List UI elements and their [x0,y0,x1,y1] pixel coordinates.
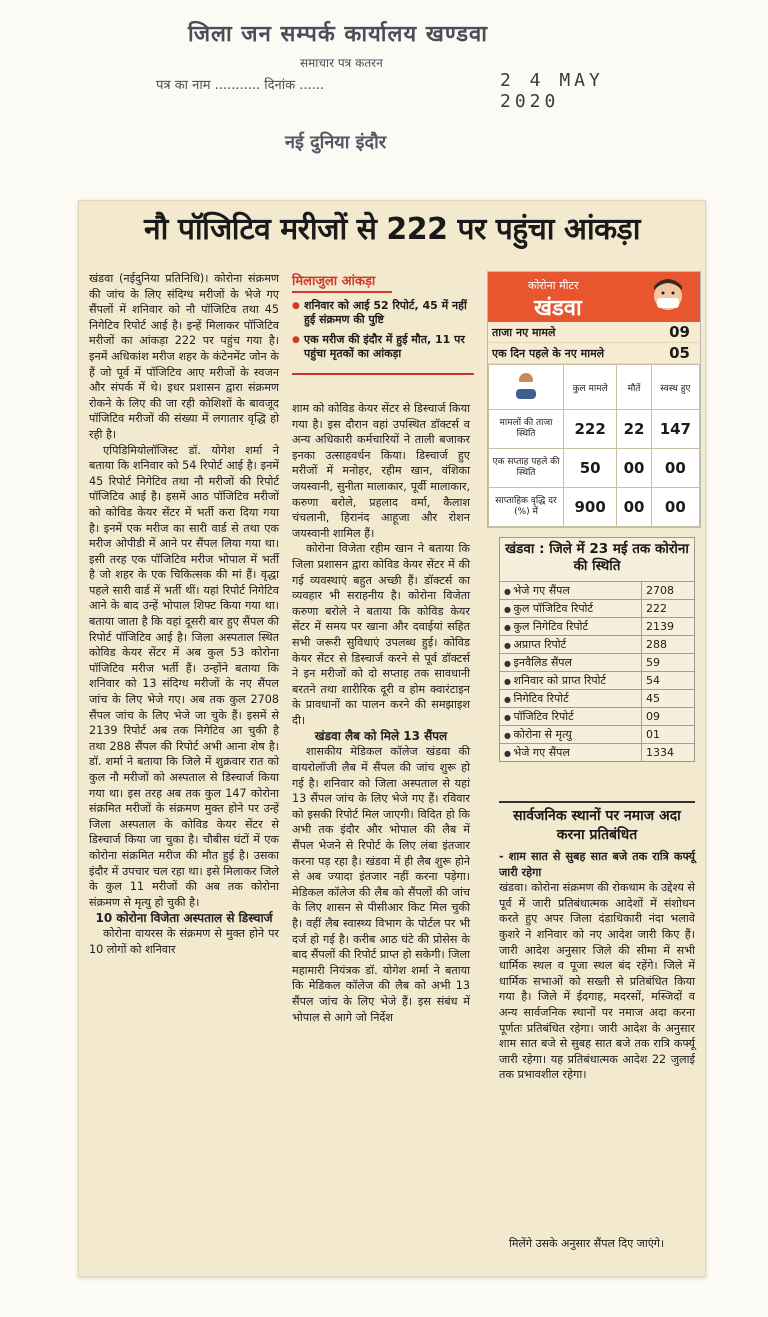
person-icon [512,370,540,400]
meter-today-label: ताजा नए मामले [492,326,556,339]
status-row [500,618,694,636]
meter-cell: 00 [651,449,699,488]
status-value: 01 [642,726,695,744]
mask-face-icon [648,276,688,320]
col3-kicker: - शाम सात से सुबह सात बजे तक रात्रि कर्फ्यू जारी रहेगा [499,850,695,879]
status-key: ● भेजे गए सैंपल [500,744,642,762]
status-value: 222 [642,600,695,618]
status-value: 2139 [642,618,695,636]
column-2 [292,401,470,1025]
meter-row-label: साप्ताहिक वृद्धि दर (%) में [489,488,564,527]
highlight-item: ● शनिवार को आई 52 रिपोर्ट, 45 में नहीं हुई संक्रमण की पुष्टि [292,299,474,327]
col3-para-1: खंडवा। कोरोना संक्रमण की रोकथाम के उद्देश्य से पूर्व में जारी प्रतिबंधात्मक आदेशों में संशोधन करते हुए अपर जिला दंडाधिकारी नंदा भलावे कुशरे ने शनिवार को नए आदेश जारी किए हैं। जारी आदेश अनुसार जिले की सीमा में सभी धार्मिक स्थल व पूजा स्थल बंद रहेंगे। जिले में धार्मिक सभाओं को सख्ती से प्रतिबंधित किया गया है। जिले में ईदगाह, मदरसों, मस्जिदों व अन्य सार्वजनिक स्थानों पर नमाज अदा करना पूर्णतः प्रतिबंधित रहेगा। जारी आदेश के अनुसार शाम सात बजे से सुबह सात बजे तक रात्रि कर्फ्यू जारी रहेगा। यह प्रतिबंधात्मक आदेश 22 जुलाई तक प्रभावशील रहेगा। [499,881,695,1082]
status-title: खंडवा : जिले में 23 मई तक कोरोना की स्थिति [505,541,689,574]
highlights-title: मिलाजुला आंकड़ा [292,271,392,293]
col1-para-3: कोरोना वायरस के संक्रमण से मुक्त होने पर 10 लोगों को शनिवार [89,927,279,956]
status-value: 54 [642,672,695,690]
meter-today-value: 09 [669,323,690,341]
meter-prev [488,343,700,364]
status-key: ● इनवैलिड सैंपल [500,654,642,672]
col2-para-1: शाम को कोविड केयर सेंटर से डिस्चार्ज किया गया है। इस दौरान वहां उपस्थित डॉक्टर्स व अन्य अधिकारी कर्मचारियों ने ताली बजाकर इनका उत्साहवर्धन किया। डिस्चार्ज हुए मरीजों में मनोहर, रहीम खान, वंशिका जयस्वानी, सुनीता मालाकार, पूर्वी मालाकार, करुणा बरोले, प्रहलाद वर्मा, कैलाश चंचलानी, हिरानंद आहूजा और रोशन जयस्वानी शामिल हैं। [292,402,470,540]
column-3 [499,849,695,1083]
meter-cell: 00 [617,449,651,488]
status-key: ● कोरोना से मृत्यु [500,726,642,744]
status-key: ● कुल निगेटिव रिपोर्ट [500,618,642,636]
office-stamp [140,18,660,112]
column-1 [89,271,279,958]
status-row [500,600,694,618]
col2-subhead: खंडवा लैब को मिले 13 सैंपल [314,729,448,744]
status-key: ● निगेटिव रिपोर्ट [500,690,642,708]
col1-para-1: खंडवा (नईदुनिया प्रतिनिधि)। कोरोना संक्रमण की जांच के लिए संदिग्ध मरीजों के भेजे गए सैंपलों में शनिवार को नौ पॉजिटिव तथा 45 निगेटिव रिपोर्ट आई है। इन्हें मिलाकर पॉजिटिव मरीजों का आंकड़ा 222 पर पहुंच गया है। इनमें अधिकांश मरीज शहर के कंटेनमेंट जोन के हैं जो पूर्व में पॉजिटिव आए मरीजों के स्वजन और संपर्क में थे। इधर प्रशासन द्वारा संक्रमण रोकने के लिए की जा रही कोशिशों के बावजूद पॉजिटिव मरीजों की संख्या में लगातार वृद्धि हो रही है। [89,272,279,441]
status-value: 2708 [642,582,695,600]
meter-col-header: कुल मामले [564,365,617,410]
district-status-box [499,537,695,762]
status-value: 1334 [642,744,695,762]
meter-row [489,488,700,527]
highlights-box [292,271,474,375]
paper-name: नई दुनिया इंदौर [285,132,387,153]
status-value: 09 [642,708,695,726]
meter-person-cell [489,365,564,410]
status-row [500,636,694,654]
stamp-date: 2 4 MAY 2020 [500,70,604,112]
bottom-note: मिलेंगे उसके अनुसार सैंपल दिए जाएंगे। [509,1237,665,1250]
meter-cell: 50 [564,449,617,488]
status-key: ● अप्राप्त रिपोर्ट [500,636,642,654]
corona-meter [487,271,701,528]
meter-cell: 00 [651,488,699,527]
status-value: 45 [642,690,695,708]
status-row [500,726,694,744]
headline: नौ पॉजिटिव मरीजों से 222 पर पहुंचा आंकड़ा [144,212,640,247]
status-row [500,582,694,600]
status-row [500,654,694,672]
status-value: 288 [642,636,695,654]
status-key: ● कुल पॉजिटिव रिपोर्ट [500,600,642,618]
meter-row [489,410,700,449]
news-clipping [78,200,706,1277]
meter-row-label: मामलों की ताजा स्थिति [489,410,564,449]
stamp-paper-label: पत्र का नाम ........... दिनांक ...... [156,78,325,93]
status-row [500,672,694,690]
status-row [500,708,694,726]
meter-cell: 147 [651,410,699,449]
status-row [500,744,694,762]
highlight-item: ● एक मरीज की इंदौर में हुई मौत, 11 पर पहुंचा मृतकों का आंकड़ा [292,333,474,361]
meter-cell: 00 [617,488,651,527]
status-value: 59 [642,654,695,672]
meter-cell: 222 [564,410,617,449]
meter-label: कोरोना मीटर [528,279,579,292]
status-key: ● भेजे गए सैंपल [500,582,642,600]
stamp-office: जिला जन सम्पर्क कार्यालय खण्डवा [188,21,488,47]
meter-city: खंडवा [534,296,582,321]
meter-header [488,272,700,322]
status-table [500,581,694,761]
meter-row [489,449,700,488]
status-key: ● पॉजिटिव रिपोर्ट [500,708,642,726]
meter-cell: 22 [617,410,651,449]
meter-col-header: मौतें [617,365,651,410]
meter-cell: 900 [564,488,617,527]
meter-today [488,322,700,343]
meter-col-header: स्वस्थ हुए [651,365,699,410]
col2-para-2: कोरोना विजेता रहीम खान ने बताया कि जिला प्रशासन द्वारा कोविड केयर सेंटर में की गई व्यवस्थाएं बहुत अच्छी हैं। डॉक्टर्स का व्यवहार भी सराहनीय है। कोरोना विजेता करुणा बरोले ने बताया कि कोविड केयर सेंटर में समय पर खाना और दवाईयां सहित सभी जरूरी सुविधाएं उपलब्ध हुई। कोविड केयर सेंटर से डिस्चार्ज करने से पूर्व डॉक्टर्स ने इन मरीजों को दो सप्ताह तक सावधानी बरतने तथा शारीरिक दूरी व होम क्वारंटाइन के प्रावधानों का पालन करने की समझाइश दी। [292,542,470,727]
col1-para-2: एपिडिमियोलॉजिस्ट डॉ. योगेश शर्मा ने बताया कि शनिवार को 54 रिपोर्ट आई है। इनमें 45 रिपोर्ट निगेटिव तथा नौ मरीजों की रिपोर्ट पॉजिटिव आई है। इसमें आठ पॉजिटिव मरीजों को कोविड केयर सेंटर में भर्ती करा दिया गया है। इनमें एक मरीज का सारी वार्ड से तथा एक मरीज ओपीडी में आने पर सैंपल लिया गया था। इसी तरह एक पॉजिटिव मरीज भोपाल में भर्ती है जो शहर के एक चिकित्सक की मां हैं। वृद्धा पहले सारी वार्ड में भर्ती थीं। यहां रिपोर्ट निगेटिव आने के बाद उन्हें भोपाल शिफ्ट किया गया था। बताया जाता है कि वहां दूसरी बार हुए सैंपल की रिपोर्ट पॉजिटिव आई है। जिला अस्पताल स्थित कोविड केयर सेंटर में अब कुल 53 कोरोना पॉजिटिव मरीज भर्ती हैं। उन्होंने बताया कि शनिवार को 13 संदिग्ध मरीजों के नए सैंपल जांच के लिए भेजे गए। अब तक कुल 2708 सैंपल जांच के लिए भेजे जा चुके हैं। इसमें से 2139 रिपोर्ट अब तक निगेटिव आ चुकी है तथा 288 सैंपल की रिपोर्ट अभी आना शेष है। डॉ. शर्मा ने बताया कि जिले में शुक्रवार रात को कुल नौ मरीजों को अस्पताल से डिस्चार्ज किया गया था। इस तरह अब तक कुल 147 कोरोना संक्रमित मरीजों के संक्रमण मुक्त होने पर उन्हें जिला अस्पताल के कोविड केयर सेंटर से डिस्चार्ज किया जा चुका है। चौबीस घंटों में एक कोरोना संक्रमित मरीज की मौत हुई है। उसका इंदौर में उपचार चल रहा था। इसे मिलाकर जिले के कुल 11 मरीजों की अब तक कोरोना संक्रमण से मृत्यु हो चुकी है। [89,443,279,909]
namaz-story-title: सार्वजनिक स्थानों पर नमाज अदा करना प्रतिबंधित [499,801,695,845]
meter-prev-value: 05 [669,344,690,362]
stamp-news-label: समाचार पत्र कतरन [300,56,383,70]
col1-subhead: 10 कोरोना विजेता अस्पताल से डिस्चार्ज [95,911,273,926]
meter-row-label: एक सप्ताह पहले की स्थिति [489,449,564,488]
meter-prev-label: एक दिन पहले के नए मामले [492,347,605,360]
meter-table [488,364,700,527]
status-row [500,690,694,708]
status-key: ● शनिवार को प्राप्त रिपोर्ट [500,672,642,690]
col2-para-3: शासकीय मेडिकल कॉलेज खंडवा की वायरोलॉजी लैब में सैंपल की जांच शुरू हो गई है। शनिवार को जिला अस्पताल से यहां 13 सैंपल जांच के लिए भेजे गए हैं। रविवार को इसकी रिपोर्ट मिल जाएगी। विदित हो कि अभी तक इंदौर और भोपाल की लैब में सैंपल भेजने से रिपोर्ट के लिए लंबा इंतजार करना पड़ रहा है। खंडवा में ही लैब शुरू होने से अब ज्यादा इंतजार नहीं करना पड़ेगा। मेडिकल कॉलेज की लैब को सैंपलों की जांच के लिए शासन से पीसीआर किट मिल चुकी है। वहीं लैब स्वास्थ्य विभाग के पोर्टल पर भी दर्ज हो गई है। करीब आठ घंटे की प्रोसेस के बाद सैंपलों की रिपोर्ट प्राप्त हो सकेगी। जिला महामारी नियंत्रक डॉ. योगेश शर्मा ने बताया कि मेडिकल कॉलेज की लैब को अभी 13 सैंपल जांच के लिए भेजे हैं। इस संबंध में भोपाल से आगे जो निर्देश [292,745,470,1024]
